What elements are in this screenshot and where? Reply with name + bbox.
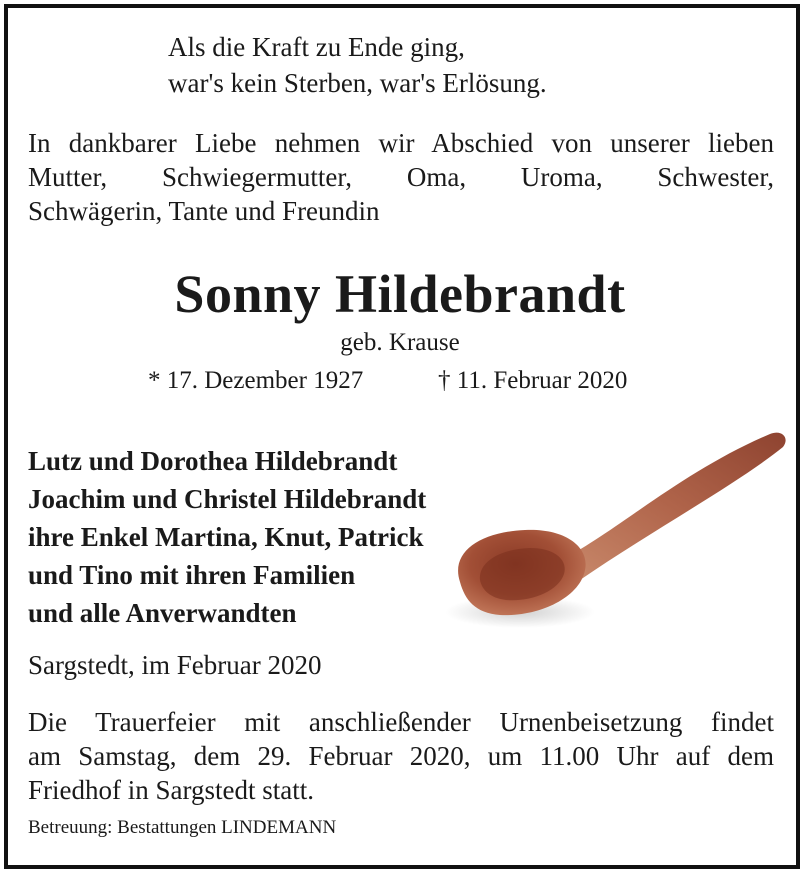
mourner-line: und alle Anverwandten [28, 598, 297, 628]
place-date: Sargstedt, im Februar 2020 [28, 650, 322, 680]
intro-line-2: Mutter, Schwiegermutter, Oma, Uroma, Schwester, [28, 162, 774, 192]
maiden-name: geb. Krause [340, 329, 460, 356]
intro-line-3: Schwägerin, Tante und Freundin [28, 196, 380, 226]
death-date: † 11. Februar 2020 [438, 367, 628, 394]
service-text [28, 705, 774, 807]
motto-line-1: Als die Kraft zu Ende ging, [168, 32, 465, 62]
intro-line-1: In dankbarer Liebe nehmen wir Abschied von unserer lieben [28, 128, 774, 158]
mourner-line: ihre Enkel Martina, Knut, Patrick [28, 522, 424, 552]
service-line-2: am Samstag, dem 29. Februar 2020, um 11.00 Uhr auf dem [28, 741, 774, 771]
mourner-line: Lutz und Dorothea Hildebrandt [28, 446, 398, 476]
deceased-name: Sonny Hildebrandt [174, 264, 626, 324]
spoon-handle [560, 433, 786, 580]
mourner-line: Joachim und Christel Hildebrandt [28, 484, 427, 514]
wooden-spoon-icon [440, 412, 790, 642]
intro-text [28, 126, 774, 228]
mourner-line: und Tino mit ihren Familien [28, 560, 356, 590]
undertaker-credit: Betreuung: Bestattungen LINDEMANN [28, 817, 337, 838]
service-line-1: Die Trauerfeier mit anschließender Urnenbeisetzung findet [28, 707, 774, 737]
mourners-list [28, 442, 426, 632]
birth-date: * 17. Dezember 1927 [148, 367, 364, 394]
motto-line-2: war's kein Sterben, war's Erlösung. [168, 68, 547, 98]
service-line-3: Friedhof in Sargstedt statt. [28, 775, 314, 805]
